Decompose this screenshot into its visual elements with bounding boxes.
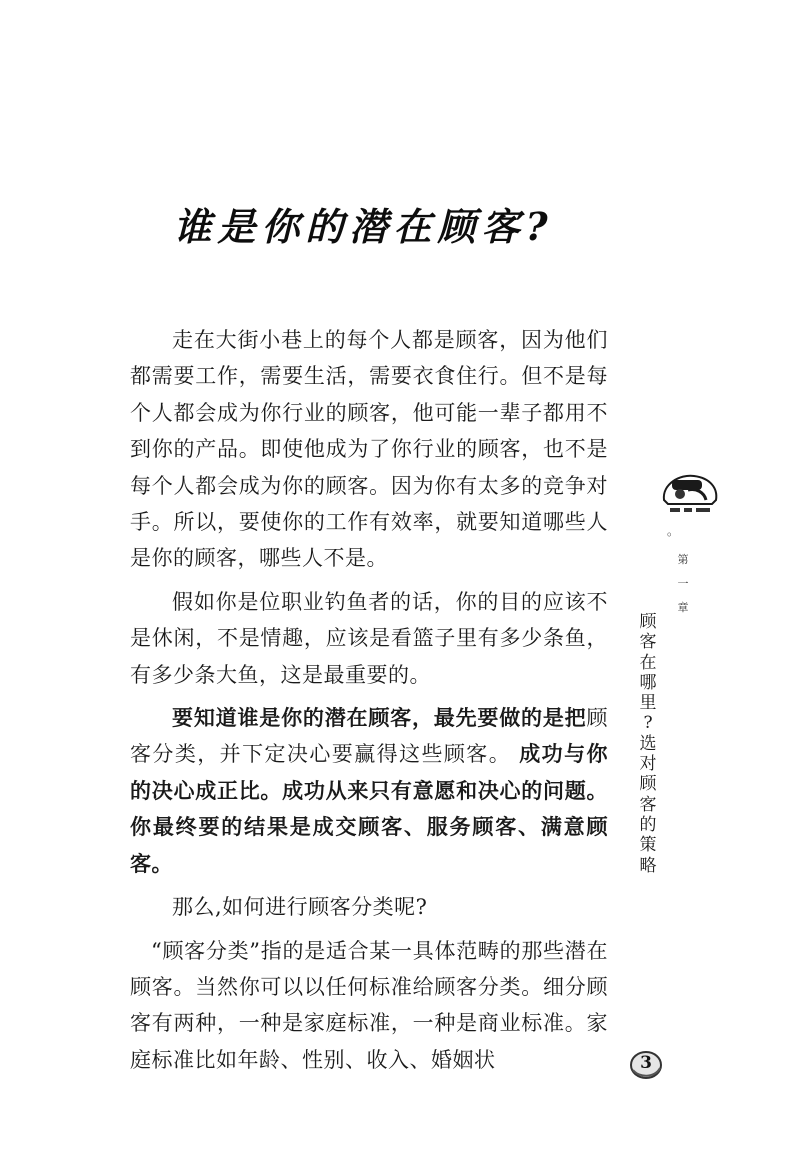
section-title-char: 选 xyxy=(639,733,657,754)
paragraph-3-bold-start: 要知道谁是你的潜在顾客，最先要做的是把 xyxy=(172,706,587,731)
section-title-char: 客 xyxy=(639,632,657,653)
section-title-char: 顾 xyxy=(639,612,657,632)
paragraph-3-bold-end: 成功与你的决心成正比。成功从来只有意愿和决心的问题。你最终要的结果是成交顾客、服务顾客、满意顾客。 xyxy=(130,742,609,876)
section-title-char: ? xyxy=(643,713,653,734)
paragraph-1: 走在大街小巷上的每个人都是顾客，因为他们都需要工作，需要生活，需要衣食住行。但不是每个人都会成为你行业的顾客，他可能一辈子都用不到你的产品。即使他成为了你行业的顾客，也不是每个人都会成为你的顾客。因为你有太多的竞争对手。所以，要使你的工作有效率，就要知道哪些人是你的顾客，哪些人不是。 xyxy=(130,328,608,571)
chapter-label xyxy=(673,548,693,620)
body-text xyxy=(130,322,608,1085)
section-title-char: 对 xyxy=(639,754,657,775)
paragraph-3 xyxy=(130,700,608,882)
section-title-char: 略 xyxy=(639,855,657,876)
chapter-char: 章 xyxy=(677,601,689,614)
chapter-badge-icon xyxy=(658,470,722,518)
page-title: 谁是你的潜在顾客? xyxy=(173,204,554,249)
section-title-char: 哪 xyxy=(639,672,657,693)
paragraph-2: 假如你是位职业钓鱼者的话，你的目的应该不是休闲，不是情趣，应该是看篮子里有多少条鱼，有多少条大鱼，这是最重要的。 xyxy=(130,589,608,687)
section-title-vertical xyxy=(637,612,659,876)
section-title-char: 的 xyxy=(639,814,657,835)
section-title-char: 在 xyxy=(639,652,657,673)
page-number: 3 xyxy=(640,1053,652,1073)
paragraph-5: “顾客分类”指的是适合某一具体范畴的那些潜在顾客。当然你可以以任何标准给顾客分类。细分顾客有两种，一种是家庭标准，一种是商业标准。家庭标准比如年龄、性别、收入、婚姻状 xyxy=(130,938,608,1072)
section-title-char: 里 xyxy=(639,693,657,714)
section-title-char: 策 xyxy=(639,835,657,856)
chapter-char: 第 xyxy=(677,553,689,566)
paragraph-4: 那么,如何进行顾客分类呢? xyxy=(172,895,428,920)
section-title-char: 顾 xyxy=(639,774,657,795)
page-number-badge xyxy=(629,1050,663,1080)
section-title-char: 客 xyxy=(639,794,657,815)
chapter-char: 一 xyxy=(677,577,689,590)
sidebar-dot: 。 xyxy=(667,524,680,538)
paragraph-3-normal: 顾客分类，并下定决心要赢得这些顾客。 xyxy=(130,706,608,767)
